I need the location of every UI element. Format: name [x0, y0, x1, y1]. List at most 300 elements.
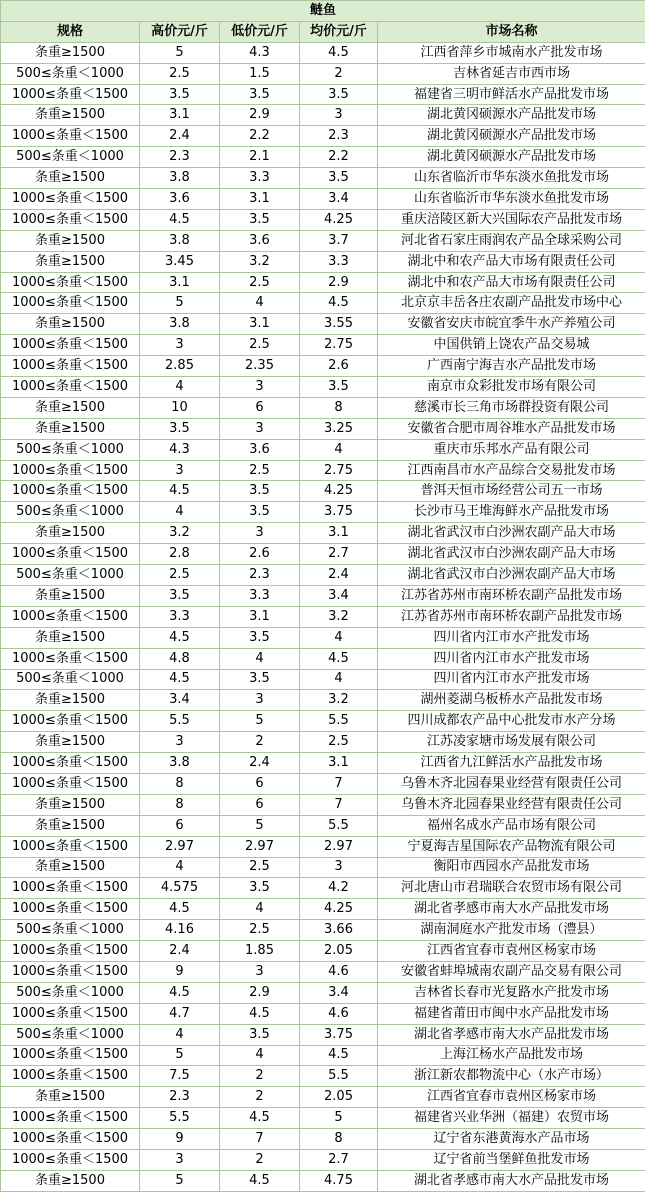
cell-spec: 1000≤条重＜1500 — [1, 606, 140, 627]
cell-high-price: 5 — [140, 1170, 220, 1191]
cell-high-price: 4.5 — [140, 627, 220, 648]
cell-avg-price: 3.75 — [300, 1024, 378, 1045]
cell-avg-price: 3.55 — [300, 314, 378, 335]
cell-low-price: 3.5 — [220, 669, 300, 690]
table-row — [1, 648, 645, 669]
cell-spec: 条重≥1500 — [1, 397, 140, 418]
cell-spec: 1000≤条重＜1500 — [1, 544, 140, 565]
cell-high-price: 4 — [140, 377, 220, 398]
cell-market-name: 河北省石家庄雨润农产品全球采购公司 — [378, 230, 645, 251]
cell-low-price: 6 — [220, 794, 300, 815]
cell-spec: 1000≤条重＜1500 — [1, 1066, 140, 1087]
table-row — [1, 1066, 645, 1087]
cell-low-price: 6 — [220, 397, 300, 418]
cell-avg-price: 2.3 — [300, 126, 378, 147]
cell-market-name: 福州名成水产品市场有限公司 — [378, 815, 645, 836]
cell-market-name: 四川省内江市水产批发市场 — [378, 627, 645, 648]
cell-low-price: 2.3 — [220, 565, 300, 586]
cell-low-price: 5 — [220, 815, 300, 836]
cell-spec: 1000≤条重＜1500 — [1, 941, 140, 962]
cell-low-price: 4.5 — [220, 1108, 300, 1129]
cell-low-price: 4 — [220, 1045, 300, 1066]
cell-low-price: 2.5 — [220, 920, 300, 941]
cell-spec: 1000≤条重＜1500 — [1, 209, 140, 230]
cell-avg-price: 3.1 — [300, 523, 378, 544]
table-row — [1, 1045, 645, 1066]
cell-low-price: 4.5 — [220, 1003, 300, 1024]
cell-avg-price: 4.5 — [300, 648, 378, 669]
cell-high-price: 3.1 — [140, 272, 220, 293]
cell-market-name: 吉林省延吉市西市场 — [378, 63, 645, 84]
cell-avg-price: 3.25 — [300, 418, 378, 439]
cell-low-price: 3.1 — [220, 314, 300, 335]
cell-market-name: 重庆涪陵区新大兴国际农产品批发市场 — [378, 209, 645, 230]
cell-low-price: 4 — [220, 648, 300, 669]
table-row — [1, 147, 645, 168]
cell-avg-price: 3.5 — [300, 84, 378, 105]
table-row — [1, 982, 645, 1003]
cell-high-price: 8 — [140, 773, 220, 794]
cell-high-price: 4 — [140, 1024, 220, 1045]
table-row — [1, 418, 645, 439]
table-row — [1, 732, 645, 753]
cell-market-name: 湖北省孝感市南大水产品批发市场 — [378, 899, 645, 920]
cell-avg-price: 3.4 — [300, 585, 378, 606]
cell-avg-price: 3.4 — [300, 982, 378, 1003]
cell-low-price: 3.5 — [220, 481, 300, 502]
cell-high-price: 5 — [140, 42, 220, 63]
cell-avg-price: 3.2 — [300, 606, 378, 627]
cell-avg-price: 5.5 — [300, 711, 378, 732]
cell-low-price: 3 — [220, 377, 300, 398]
cell-market-name: 安徽省蚌埠城南农副产品交易有限公司 — [378, 961, 645, 982]
cell-spec: 条重≥1500 — [1, 523, 140, 544]
table-row — [1, 753, 645, 774]
table-row — [1, 105, 645, 126]
cell-high-price: 3.8 — [140, 753, 220, 774]
cell-spec: 条重≥1500 — [1, 42, 140, 63]
cell-low-price: 2.4 — [220, 753, 300, 774]
table-row — [1, 1149, 645, 1170]
cell-spec: 条重≥1500 — [1, 857, 140, 878]
cell-high-price: 4.5 — [140, 899, 220, 920]
cell-market-name: 湖北黄冈硕源水产品批发市场 — [378, 105, 645, 126]
table-title-row — [1, 1, 645, 22]
cell-avg-price: 4.25 — [300, 209, 378, 230]
cell-avg-price: 2.4 — [300, 565, 378, 586]
cell-market-name: 普洱天恒市场经营公司五一市场 — [378, 481, 645, 502]
cell-market-name: 湖北中和农产品大市场有限责任公司 — [378, 272, 645, 293]
cell-high-price: 4.575 — [140, 878, 220, 899]
cell-low-price: 1.85 — [220, 941, 300, 962]
table-row — [1, 1129, 645, 1150]
cell-avg-price: 2.5 — [300, 732, 378, 753]
table-row — [1, 481, 645, 502]
cell-spec: 500≤条重＜1000 — [1, 502, 140, 523]
cell-avg-price: 4.25 — [300, 899, 378, 920]
table-row — [1, 773, 645, 794]
table-row — [1, 565, 645, 586]
table-row — [1, 585, 645, 606]
cell-spec: 1000≤条重＜1500 — [1, 293, 140, 314]
cell-spec: 1000≤条重＜1500 — [1, 1149, 140, 1170]
cell-low-price: 3.6 — [220, 439, 300, 460]
cell-low-price: 2.97 — [220, 836, 300, 857]
cell-market-name: 四川成都农产品中心批发市水产分场 — [378, 711, 645, 732]
cell-high-price: 3 — [140, 460, 220, 481]
table-row — [1, 1108, 645, 1129]
cell-avg-price: 4.75 — [300, 1170, 378, 1191]
cell-low-price: 2 — [220, 732, 300, 753]
cell-spec: 1000≤条重＜1500 — [1, 189, 140, 210]
cell-avg-price: 3.3 — [300, 251, 378, 272]
cell-high-price: 10 — [140, 397, 220, 418]
cell-low-price: 2.9 — [220, 982, 300, 1003]
table-header-row — [1, 21, 645, 42]
cell-market-name: 宁夏海吉星国际农产品物流有限公司 — [378, 836, 645, 857]
cell-avg-price: 4 — [300, 669, 378, 690]
cell-spec: 1000≤条重＜1500 — [1, 356, 140, 377]
cell-market-name: 福建省三明市鲜活水产品批发市场 — [378, 84, 645, 105]
table-row — [1, 168, 645, 189]
cell-high-price: 3.5 — [140, 84, 220, 105]
table-row — [1, 189, 645, 210]
table-row — [1, 920, 645, 941]
cell-low-price: 2.5 — [220, 335, 300, 356]
cell-avg-price: 2.7 — [300, 1149, 378, 1170]
cell-avg-price: 7 — [300, 794, 378, 815]
cell-high-price: 3.8 — [140, 314, 220, 335]
cell-spec: 1000≤条重＜1500 — [1, 1129, 140, 1150]
cell-avg-price: 2.75 — [300, 460, 378, 481]
cell-high-price: 3.5 — [140, 585, 220, 606]
cell-avg-price: 8 — [300, 397, 378, 418]
cell-avg-price: 3.5 — [300, 377, 378, 398]
table-row — [1, 397, 645, 418]
table-row — [1, 627, 645, 648]
cell-spec: 条重≥1500 — [1, 794, 140, 815]
cell-avg-price: 2.6 — [300, 356, 378, 377]
header-market-name: 市场名称 — [378, 21, 645, 42]
cell-spec: 1000≤条重＜1500 — [1, 84, 140, 105]
cell-low-price: 3.5 — [220, 209, 300, 230]
cell-low-price: 2.1 — [220, 147, 300, 168]
cell-high-price: 4.3 — [140, 439, 220, 460]
cell-avg-price: 4 — [300, 627, 378, 648]
table-row — [1, 272, 645, 293]
cell-spec: 条重≥1500 — [1, 251, 140, 272]
cell-spec: 1000≤条重＜1500 — [1, 836, 140, 857]
cell-avg-price: 2.05 — [300, 1087, 378, 1108]
cell-high-price: 3.6 — [140, 189, 220, 210]
cell-high-price: 4 — [140, 502, 220, 523]
table-row — [1, 669, 645, 690]
cell-low-price: 3 — [220, 690, 300, 711]
cell-spec: 1000≤条重＜1500 — [1, 460, 140, 481]
cell-spec: 1000≤条重＜1500 — [1, 335, 140, 356]
table-row — [1, 126, 645, 147]
cell-market-name: 河北唐山市君瑞联合农贸市场有限公司 — [378, 878, 645, 899]
cell-low-price: 6 — [220, 773, 300, 794]
cell-avg-price: 4.5 — [300, 1045, 378, 1066]
cell-avg-price: 4.6 — [300, 961, 378, 982]
cell-low-price: 2.9 — [220, 105, 300, 126]
cell-low-price: 3.1 — [220, 606, 300, 627]
cell-avg-price: 2.2 — [300, 147, 378, 168]
cell-high-price: 3.45 — [140, 251, 220, 272]
cell-low-price: 3.1 — [220, 189, 300, 210]
cell-market-name: 慈溪市长三角市场群投资有限公司 — [378, 397, 645, 418]
cell-market-name: 福建省莆田市闽中水产品批发市场 — [378, 1003, 645, 1024]
cell-spec: 条重≥1500 — [1, 314, 140, 335]
cell-avg-price: 3 — [300, 857, 378, 878]
table-row — [1, 230, 645, 251]
table-body — [1, 42, 645, 1191]
cell-avg-price: 4.5 — [300, 293, 378, 314]
table-title: 鲢鱼 — [1, 1, 645, 22]
cell-high-price: 3 — [140, 1149, 220, 1170]
cell-spec: 1000≤条重＜1500 — [1, 753, 140, 774]
cell-market-name: 湖北省武汉市白沙洲农副产品大市场 — [378, 565, 645, 586]
cell-spec: 1000≤条重＜1500 — [1, 481, 140, 502]
header-low-price: 低价元/斤 — [220, 21, 300, 42]
cell-spec: 1000≤条重＜1500 — [1, 1108, 140, 1129]
cell-market-name: 安徽省合肥市周谷堆水产品批发市场 — [378, 418, 645, 439]
cell-low-price: 2.6 — [220, 544, 300, 565]
table-row — [1, 815, 645, 836]
table-row — [1, 314, 645, 335]
cell-high-price: 5 — [140, 293, 220, 314]
cell-spec: 1000≤条重＜1500 — [1, 648, 140, 669]
cell-market-name: 江苏凌家塘市场发展有限公司 — [378, 732, 645, 753]
cell-market-name: 北京京丰岳各庄农副产品批发市场中心 — [378, 293, 645, 314]
cell-market-name: 湖北省孝感市南大水产品批发市场 — [378, 1024, 645, 1045]
cell-market-name: 辽宁省前当堡鲜鱼批发市场 — [378, 1149, 645, 1170]
cell-high-price: 4.16 — [140, 920, 220, 941]
cell-market-name: 山东省临沂市华东淡水鱼批发市场 — [378, 189, 645, 210]
cell-market-name: 乌鲁木齐北园春果业经营有限责任公司 — [378, 794, 645, 815]
cell-market-name: 江苏省苏州市南环桥农副产品批发市场 — [378, 606, 645, 627]
cell-high-price: 4.5 — [140, 209, 220, 230]
cell-spec: 1000≤条重＜1500 — [1, 899, 140, 920]
cell-spec: 500≤条重＜1000 — [1, 439, 140, 460]
cell-avg-price: 3.4 — [300, 189, 378, 210]
table-row — [1, 690, 645, 711]
cell-avg-price: 4 — [300, 439, 378, 460]
table-row — [1, 941, 645, 962]
cell-low-price: 3 — [220, 961, 300, 982]
cell-market-name: 福建省兴业华洲（福建）农贸市场 — [378, 1108, 645, 1129]
cell-spec: 1000≤条重＜1500 — [1, 1003, 140, 1024]
cell-market-name: 辽宁省东港黄海水产品市场 — [378, 1129, 645, 1150]
cell-high-price: 2.97 — [140, 836, 220, 857]
cell-avg-price: 3 — [300, 105, 378, 126]
cell-high-price: 2.85 — [140, 356, 220, 377]
cell-low-price: 3.3 — [220, 585, 300, 606]
table-row — [1, 335, 645, 356]
cell-high-price: 4.8 — [140, 648, 220, 669]
cell-high-price: 2.5 — [140, 565, 220, 586]
cell-high-price: 2.4 — [140, 126, 220, 147]
cell-market-name: 江西省宜春市袁州区杨家市场 — [378, 941, 645, 962]
cell-market-name: 湖州菱湖乌板桥水产品批发市场 — [378, 690, 645, 711]
cell-high-price: 6 — [140, 815, 220, 836]
cell-low-price: 3.5 — [220, 627, 300, 648]
cell-spec: 1000≤条重＜1500 — [1, 126, 140, 147]
cell-low-price: 2.5 — [220, 857, 300, 878]
cell-high-price: 3.5 — [140, 418, 220, 439]
cell-market-name: 南京市众彩批发市场有限公司 — [378, 377, 645, 398]
cell-spec: 条重≥1500 — [1, 230, 140, 251]
cell-low-price: 3.5 — [220, 1024, 300, 1045]
cell-avg-price: 4.2 — [300, 878, 378, 899]
cell-market-name: 上海江杨水产品批发市场 — [378, 1045, 645, 1066]
cell-spec: 条重≥1500 — [1, 105, 140, 126]
cell-low-price: 3.5 — [220, 84, 300, 105]
cell-avg-price: 3.5 — [300, 168, 378, 189]
cell-spec: 条重≥1500 — [1, 585, 140, 606]
cell-spec: 条重≥1500 — [1, 690, 140, 711]
table-row — [1, 84, 645, 105]
table-row — [1, 251, 645, 272]
cell-avg-price: 2.9 — [300, 272, 378, 293]
cell-high-price: 2.4 — [140, 941, 220, 962]
table-row — [1, 544, 645, 565]
header-avg-price: 均价元/斤 — [300, 21, 378, 42]
table-row — [1, 1170, 645, 1191]
cell-low-price: 2 — [220, 1066, 300, 1087]
cell-market-name: 湖北黄冈硕源水产品批发市场 — [378, 126, 645, 147]
cell-high-price: 3.4 — [140, 690, 220, 711]
header-spec: 规格 — [1, 21, 140, 42]
cell-low-price: 2 — [220, 1087, 300, 1108]
cell-spec: 条重≥1500 — [1, 1170, 140, 1191]
header-high-price: 高价元/斤 — [140, 21, 220, 42]
cell-high-price: 2.3 — [140, 1087, 220, 1108]
cell-market-name: 湖南洞庭水产批发市场（澧县） — [378, 920, 645, 941]
cell-low-price: 1.5 — [220, 63, 300, 84]
cell-high-price: 9 — [140, 961, 220, 982]
cell-high-price: 4 — [140, 857, 220, 878]
cell-spec: 条重≥1500 — [1, 815, 140, 836]
cell-low-price: 2 — [220, 1149, 300, 1170]
cell-market-name: 中国供销上饶农产品交易城 — [378, 335, 645, 356]
cell-spec: 条重≥1500 — [1, 418, 140, 439]
table-row — [1, 293, 645, 314]
cell-low-price: 4.3 — [220, 42, 300, 63]
table-row — [1, 794, 645, 815]
cell-market-name: 吉林省长春市光复路水产批发市场 — [378, 982, 645, 1003]
cell-high-price: 4.5 — [140, 982, 220, 1003]
cell-low-price: 7 — [220, 1129, 300, 1150]
cell-market-name: 广西南宁海吉水产品批发市场 — [378, 356, 645, 377]
table-row — [1, 63, 645, 84]
table-row — [1, 711, 645, 732]
cell-market-name: 湖北省武汉市白沙洲农副产品大市场 — [378, 523, 645, 544]
cell-low-price: 3.2 — [220, 251, 300, 272]
cell-spec: 1000≤条重＜1500 — [1, 377, 140, 398]
cell-high-price: 3 — [140, 335, 220, 356]
cell-high-price: 2.3 — [140, 147, 220, 168]
cell-avg-price: 3.75 — [300, 502, 378, 523]
cell-spec: 500≤条重＜1000 — [1, 63, 140, 84]
cell-avg-price: 4.6 — [300, 1003, 378, 1024]
cell-market-name: 乌鲁木齐北园春果业经营有限责任公司 — [378, 773, 645, 794]
cell-avg-price: 2.75 — [300, 335, 378, 356]
table-row — [1, 961, 645, 982]
table-row — [1, 502, 645, 523]
cell-spec: 1000≤条重＜1500 — [1, 272, 140, 293]
table-row — [1, 878, 645, 899]
cell-market-name: 江西南昌市水产品综合交易批发市场 — [378, 460, 645, 481]
cell-low-price: 3 — [220, 523, 300, 544]
cell-low-price: 4.5 — [220, 1170, 300, 1191]
cell-spec: 1000≤条重＜1500 — [1, 961, 140, 982]
cell-high-price: 3 — [140, 732, 220, 753]
table-row — [1, 209, 645, 230]
cell-high-price: 4.7 — [140, 1003, 220, 1024]
cell-market-name: 湖北省孝感市南大水产品批发市场 — [378, 1170, 645, 1191]
cell-high-price: 2.5 — [140, 63, 220, 84]
cell-spec: 1000≤条重＜1500 — [1, 773, 140, 794]
cell-high-price: 2.8 — [140, 544, 220, 565]
cell-market-name: 安徽省安庆市皖宜季牛水产养殖公司 — [378, 314, 645, 335]
cell-high-price: 3.3 — [140, 606, 220, 627]
cell-spec: 500≤条重＜1000 — [1, 920, 140, 941]
cell-spec: 条重≥1500 — [1, 627, 140, 648]
cell-low-price: 5 — [220, 711, 300, 732]
cell-avg-price: 2 — [300, 63, 378, 84]
cell-low-price: 2.2 — [220, 126, 300, 147]
cell-avg-price: 8 — [300, 1129, 378, 1150]
cell-high-price: 5.5 — [140, 1108, 220, 1129]
cell-market-name: 江西省九江鲜活水产品批发市场 — [378, 753, 645, 774]
cell-market-name: 湖北中和农产品大市场有限责任公司 — [378, 251, 645, 272]
cell-spec: 1000≤条重＜1500 — [1, 1045, 140, 1066]
table-row — [1, 1087, 645, 1108]
cell-spec: 500≤条重＜1000 — [1, 1024, 140, 1045]
table-row — [1, 356, 645, 377]
table-row — [1, 377, 645, 398]
cell-avg-price: 4.5 — [300, 42, 378, 63]
cell-low-price: 2.5 — [220, 460, 300, 481]
cell-market-name: 衡阳市西园水产品批发市场 — [378, 857, 645, 878]
cell-avg-price: 4.25 — [300, 481, 378, 502]
cell-high-price: 5 — [140, 1045, 220, 1066]
table-row — [1, 439, 645, 460]
cell-avg-price: 7 — [300, 773, 378, 794]
cell-high-price: 3.8 — [140, 168, 220, 189]
cell-low-price: 3.3 — [220, 168, 300, 189]
cell-avg-price: 2.97 — [300, 836, 378, 857]
cell-spec: 500≤条重＜1000 — [1, 565, 140, 586]
cell-avg-price: 3.2 — [300, 690, 378, 711]
cell-high-price: 4.5 — [140, 669, 220, 690]
cell-market-name: 山东省临沂市华东淡水鱼批发市场 — [378, 168, 645, 189]
cell-avg-price: 3.1 — [300, 753, 378, 774]
cell-high-price: 7.5 — [140, 1066, 220, 1087]
cell-low-price: 2.5 — [220, 272, 300, 293]
cell-spec: 条重≥1500 — [1, 168, 140, 189]
cell-high-price: 9 — [140, 1129, 220, 1150]
cell-low-price: 4 — [220, 899, 300, 920]
cell-spec: 条重≥1500 — [1, 732, 140, 753]
cell-low-price: 3.5 — [220, 502, 300, 523]
cell-market-name: 浙江新农都物流中心（水产市场） — [378, 1066, 645, 1087]
cell-avg-price: 5.5 — [300, 1066, 378, 1087]
table-row — [1, 606, 645, 627]
cell-spec: 500≤条重＜1000 — [1, 982, 140, 1003]
